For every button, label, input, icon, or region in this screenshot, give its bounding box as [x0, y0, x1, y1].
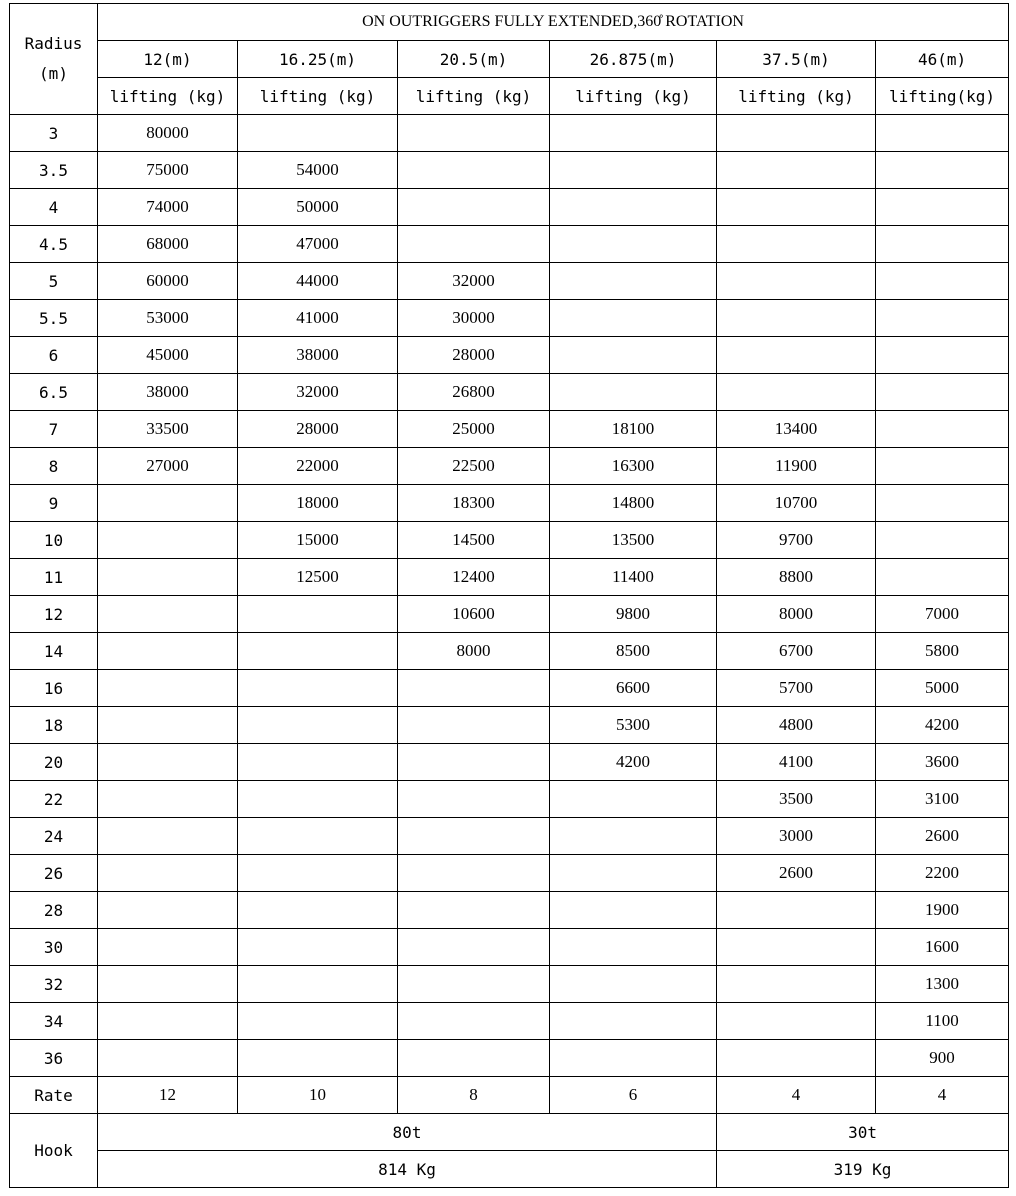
table-row [10, 818, 1009, 855]
load-value-cell: 3500 [717, 781, 876, 818]
load-value-cell [398, 818, 550, 855]
load-value-cell [398, 115, 550, 152]
load-value-cell [550, 374, 717, 411]
load-value-cell: 6700 [717, 633, 876, 670]
load-value-cell: 54000 [238, 152, 398, 189]
load-value-cell [550, 300, 717, 337]
load-value-cell [876, 226, 1009, 263]
load-value-cell: 22000 [238, 448, 398, 485]
table-row [10, 855, 1009, 892]
load-value-cell [98, 1040, 238, 1077]
radius-cell: 3 [10, 115, 98, 152]
table-row [10, 374, 1009, 411]
load-value-cell [238, 115, 398, 152]
load-value-cell [238, 781, 398, 818]
load-value-cell [398, 670, 550, 707]
load-value-cell: 3600 [876, 744, 1009, 781]
load-value-cell [717, 374, 876, 411]
load-value-cell: 1600 [876, 929, 1009, 966]
load-value-cell [717, 892, 876, 929]
load-value-cell: 2600 [876, 818, 1009, 855]
load-value-cell [876, 300, 1009, 337]
load-value-cell: 2200 [876, 855, 1009, 892]
table-row [10, 152, 1009, 189]
rate-label: Rate [10, 1077, 98, 1114]
load-value-cell [876, 263, 1009, 300]
lifting-unit-header: lifting (kg) [398, 78, 550, 115]
radius-cell: 14 [10, 633, 98, 670]
load-value-cell [550, 152, 717, 189]
load-value-cell: 900 [876, 1040, 1009, 1077]
table-row [10, 929, 1009, 966]
aux-hook-weight: 319 Kg [717, 1151, 1009, 1188]
load-value-cell [876, 448, 1009, 485]
table-row [10, 966, 1009, 1003]
radius-cell: 26 [10, 855, 98, 892]
lifting-unit-header: lifting(kg) [876, 78, 1009, 115]
load-value-cell: 3100 [876, 781, 1009, 818]
load-value-cell [876, 115, 1009, 152]
load-value-cell: 50000 [238, 189, 398, 226]
load-value-cell: 28000 [398, 337, 550, 374]
radius-cell: 4 [10, 189, 98, 226]
load-value-cell: 9700 [717, 522, 876, 559]
load-value-cell: 74000 [98, 189, 238, 226]
hook-capacity-row [10, 1114, 1009, 1151]
load-value-cell [238, 744, 398, 781]
radius-cell: 22 [10, 781, 98, 818]
radius-cell: 12 [10, 596, 98, 633]
load-value-cell: 22500 [398, 448, 550, 485]
load-value-cell: 5000 [876, 670, 1009, 707]
load-value-cell: 8000 [398, 633, 550, 670]
load-value-cell [717, 152, 876, 189]
load-value-cell [717, 929, 876, 966]
load-value-cell: 18300 [398, 485, 550, 522]
load-value-cell [876, 152, 1009, 189]
load-value-cell [550, 1040, 717, 1077]
table-row [10, 1040, 1009, 1077]
load-value-cell [238, 929, 398, 966]
boom-length-header: 46(m) [876, 41, 1009, 78]
table-row [10, 263, 1009, 300]
boom-length-row [10, 41, 1009, 78]
load-value-cell: 41000 [238, 300, 398, 337]
table-row [10, 781, 1009, 818]
load-value-cell: 44000 [238, 263, 398, 300]
radius-cell: 18 [10, 707, 98, 744]
load-value-cell [98, 522, 238, 559]
load-value-cell: 26800 [398, 374, 550, 411]
load-value-cell [550, 263, 717, 300]
load-value-cell: 80000 [98, 115, 238, 152]
rate-value: 4 [876, 1077, 1009, 1114]
lifting-unit-header: lifting (kg) [238, 78, 398, 115]
table-row [10, 633, 1009, 670]
lifting-unit-header: lifting (kg) [550, 78, 717, 115]
table-row [10, 596, 1009, 633]
table-row [10, 448, 1009, 485]
load-value-cell: 1100 [876, 1003, 1009, 1040]
load-value-cell [98, 966, 238, 1003]
radius-header-label: Radius [24, 34, 83, 53]
radius-cell: 4.5 [10, 226, 98, 263]
load-value-cell: 30000 [398, 300, 550, 337]
load-value-cell: 13500 [550, 522, 717, 559]
main-hook-weight: 814 Kg [98, 1151, 717, 1188]
load-value-cell: 27000 [98, 448, 238, 485]
rate-row [10, 1077, 1009, 1114]
radius-header-unit: (m) [39, 64, 68, 83]
load-value-cell: 18100 [550, 411, 717, 448]
load-value-cell [876, 374, 1009, 411]
load-value-cell: 12500 [238, 559, 398, 596]
load-value-cell [550, 855, 717, 892]
load-value-cell [98, 485, 238, 522]
hook-weight-row [10, 1151, 1009, 1188]
load-value-cell [98, 855, 238, 892]
hook-label: Hook [10, 1114, 98, 1188]
load-value-cell: 2600 [717, 855, 876, 892]
radius-cell: 36 [10, 1040, 98, 1077]
load-value-cell [398, 966, 550, 1003]
load-value-cell: 10700 [717, 485, 876, 522]
load-value-cell [238, 670, 398, 707]
load-value-cell [98, 818, 238, 855]
header-title-row [10, 4, 1009, 41]
load-value-cell [550, 337, 717, 374]
load-value-cell [98, 1003, 238, 1040]
radius-cell: 9 [10, 485, 98, 522]
load-value-cell [876, 411, 1009, 448]
load-value-cell: 9800 [550, 596, 717, 633]
load-value-cell [550, 781, 717, 818]
boom-length-header: 16.25(m) [238, 41, 398, 78]
load-value-cell [98, 559, 238, 596]
load-value-cell [98, 633, 238, 670]
main-hook-capacity: 80t [98, 1114, 717, 1151]
radius-cell: 6 [10, 337, 98, 374]
radius-cell: 20 [10, 744, 98, 781]
load-value-cell [238, 1003, 398, 1040]
load-value-cell: 4200 [876, 707, 1009, 744]
load-value-cell: 5300 [550, 707, 717, 744]
load-value-cell [550, 818, 717, 855]
table-row [10, 411, 1009, 448]
load-value-cell: 15000 [238, 522, 398, 559]
load-value-cell: 14500 [398, 522, 550, 559]
load-value-cell: 32000 [398, 263, 550, 300]
rate-value: 8 [398, 1077, 550, 1114]
boom-length-header: 12(m) [98, 41, 238, 78]
load-value-cell: 60000 [98, 263, 238, 300]
radius-cell: 3.5 [10, 152, 98, 189]
rate-value: 10 [238, 1077, 398, 1114]
load-value-cell [98, 596, 238, 633]
load-value-cell: 5700 [717, 670, 876, 707]
load-value-cell [238, 818, 398, 855]
load-value-cell [550, 929, 717, 966]
load-value-cell: 33500 [98, 411, 238, 448]
load-value-cell [717, 189, 876, 226]
table-row [10, 485, 1009, 522]
load-value-cell: 75000 [98, 152, 238, 189]
radius-cell: 24 [10, 818, 98, 855]
table-row [10, 300, 1009, 337]
load-value-cell [398, 226, 550, 263]
load-value-cell: 4100 [717, 744, 876, 781]
load-value-cell [98, 744, 238, 781]
load-chart-table [9, 3, 1009, 1188]
load-value-cell [238, 966, 398, 1003]
load-value-cell [98, 707, 238, 744]
load-value-cell: 4800 [717, 707, 876, 744]
table-row [10, 744, 1009, 781]
load-value-cell [550, 189, 717, 226]
load-value-cell [398, 152, 550, 189]
load-value-cell: 53000 [98, 300, 238, 337]
load-value-cell: 8800 [717, 559, 876, 596]
load-value-cell: 8500 [550, 633, 717, 670]
load-value-cell: 4200 [550, 744, 717, 781]
load-value-cell: 16300 [550, 448, 717, 485]
boom-length-header: 20.5(m) [398, 41, 550, 78]
radius-cell: 34 [10, 1003, 98, 1040]
radius-cell: 6.5 [10, 374, 98, 411]
table-row [10, 522, 1009, 559]
load-value-cell: 8000 [717, 596, 876, 633]
load-value-cell [398, 1040, 550, 1077]
load-value-cell [98, 929, 238, 966]
lifting-label-row [10, 78, 1009, 115]
load-value-cell: 11900 [717, 448, 876, 485]
load-value-cell: 3000 [717, 818, 876, 855]
table-row [10, 559, 1009, 596]
table-row [10, 115, 1009, 152]
load-value-cell [717, 226, 876, 263]
load-value-cell [876, 559, 1009, 596]
load-value-cell [876, 337, 1009, 374]
radius-cell: 16 [10, 670, 98, 707]
table-row [10, 707, 1009, 744]
load-value-cell [398, 744, 550, 781]
load-value-cell [876, 485, 1009, 522]
load-value-cell: 1300 [876, 966, 1009, 1003]
load-value-cell [238, 633, 398, 670]
rate-value: 12 [98, 1077, 238, 1114]
load-value-cell: 1900 [876, 892, 1009, 929]
load-value-cell [238, 1040, 398, 1077]
radius-cell: 5.5 [10, 300, 98, 337]
load-value-cell [98, 892, 238, 929]
radius-cell: 28 [10, 892, 98, 929]
load-value-cell [876, 522, 1009, 559]
load-value-cell [717, 115, 876, 152]
load-value-cell [550, 966, 717, 1003]
load-value-cell: 38000 [98, 374, 238, 411]
load-value-cell: 47000 [238, 226, 398, 263]
rate-value: 6 [550, 1077, 717, 1114]
radius-cell: 10 [10, 522, 98, 559]
radius-cell: 32 [10, 966, 98, 1003]
load-value-cell [717, 337, 876, 374]
load-value-cell: 68000 [98, 226, 238, 263]
load-value-cell [550, 892, 717, 929]
load-value-cell [398, 781, 550, 818]
aux-hook-capacity: 30t [717, 1114, 1009, 1151]
load-value-cell: 45000 [98, 337, 238, 374]
table-row [10, 226, 1009, 263]
rate-value: 4 [717, 1077, 876, 1114]
load-value-cell: 11400 [550, 559, 717, 596]
radius-cell: 11 [10, 559, 98, 596]
radius-header-cell [10, 4, 98, 115]
load-value-cell: 12400 [398, 559, 550, 596]
load-value-cell [238, 892, 398, 929]
load-value-cell [717, 300, 876, 337]
load-value-cell: 13400 [717, 411, 876, 448]
radius-cell: 5 [10, 263, 98, 300]
radius-cell: 8 [10, 448, 98, 485]
load-value-cell [717, 1003, 876, 1040]
radius-cell: 30 [10, 929, 98, 966]
load-value-cell: 18000 [238, 485, 398, 522]
load-value-cell [398, 929, 550, 966]
load-value-cell [238, 707, 398, 744]
load-value-cell [550, 115, 717, 152]
table-title: ON OUTRIGGERS FULLY EXTENDED,360̊ ROTATION [98, 4, 1009, 41]
radius-cell: 7 [10, 411, 98, 448]
load-value-cell [398, 189, 550, 226]
load-value-cell: 25000 [398, 411, 550, 448]
lifting-unit-header: lifting (kg) [98, 78, 238, 115]
load-value-cell: 5800 [876, 633, 1009, 670]
load-value-cell [398, 892, 550, 929]
load-value-cell [398, 855, 550, 892]
load-value-cell [717, 263, 876, 300]
table-row [10, 1003, 1009, 1040]
load-value-cell [717, 966, 876, 1003]
load-value-cell: 7000 [876, 596, 1009, 633]
load-value-cell [398, 1003, 550, 1040]
table-row [10, 189, 1009, 226]
load-value-cell [98, 670, 238, 707]
load-value-cell: 10600 [398, 596, 550, 633]
load-value-cell: 38000 [238, 337, 398, 374]
boom-length-header: 37.5(m) [717, 41, 876, 78]
load-value-cell [717, 1040, 876, 1077]
load-value-cell: 32000 [238, 374, 398, 411]
load-value-cell: 28000 [238, 411, 398, 448]
load-value-cell [398, 707, 550, 744]
load-value-cell [550, 1003, 717, 1040]
load-value-cell [98, 781, 238, 818]
load-value-cell [238, 596, 398, 633]
load-value-cell [550, 226, 717, 263]
load-value-cell: 6600 [550, 670, 717, 707]
table-row [10, 892, 1009, 929]
table-row [10, 670, 1009, 707]
table-row [10, 337, 1009, 374]
lifting-unit-header: lifting (kg) [717, 78, 876, 115]
boom-length-header: 26.875(m) [550, 41, 717, 78]
load-value-cell [238, 855, 398, 892]
load-value-cell: 14800 [550, 485, 717, 522]
load-value-cell [876, 189, 1009, 226]
